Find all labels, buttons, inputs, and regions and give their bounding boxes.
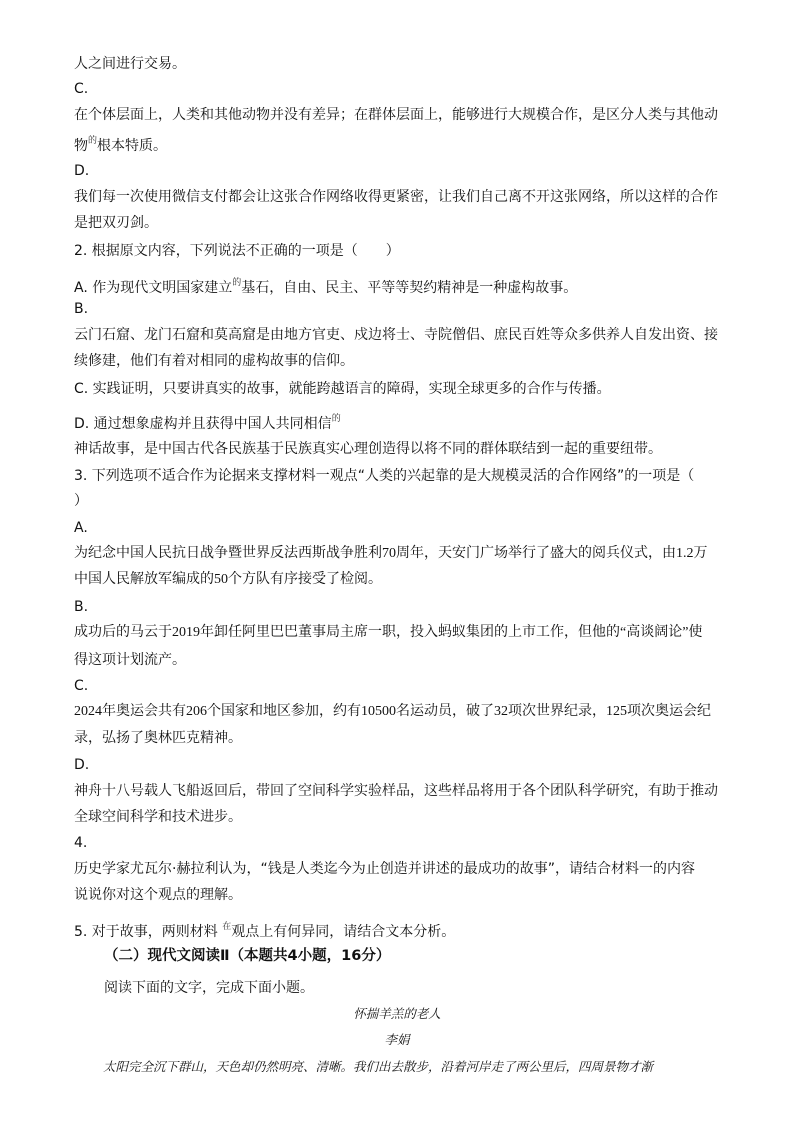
section-heading: （二）现代文阅读Ⅱ（本题共4小题，16分） — [104, 948, 391, 964]
text-line: 成功后的马云于2019年卸任阿里巴巴董事局主席一职，投入蚂蚁集团的上市工作，但他的“高谈阔论”使 — [74, 625, 703, 640]
small-glyph: 的 — [88, 136, 98, 146]
text-fragment: A. 作为现代文明国家建立 — [74, 280, 233, 296]
text-line: 是把双刃剑。 — [74, 215, 158, 231]
small-glyph: 的 — [232, 278, 242, 288]
option-c: C. 实践证明，只要讲真实的故事，就能跨越语言的障碍，实现全球更多的合作与传播。 — [74, 381, 611, 397]
question-2: 2. 根据原文内容，下列说法不正确的一项是（ ） — [74, 243, 400, 259]
text-line: 2024年奥运会共有206个国家和地区参加，约有10500名运动员，破了32项次世界纪录，125项次奥运会纪 — [74, 704, 711, 719]
text-line: 全球空间科学和技术进步。 — [74, 809, 242, 825]
text-line: 中国人民解放军编成的50个方队有序接受了检阅。 — [74, 572, 382, 587]
text-fragment: 基石，自由、民主、平等等契约精神是一种虚构故事。 — [241, 280, 578, 296]
option-label-d: D. — [74, 163, 90, 179]
text-line: 为纪念中国人民抗日战争暨世界反法西斯战争胜利70周年，天安门广场举行了盛大的阅兵仪式，由1.2万 — [74, 546, 708, 561]
text-line: 录，弘扬了奥林匹克精神。 — [74, 730, 242, 746]
question-3: 3. 下列选项不适合作为论据来支撑材料一观点“人类的兴起靠的是大规模灵活的合作网络”的一项是（ — [74, 468, 695, 484]
option-label-c: C. — [74, 678, 89, 694]
text-fragment: D. 通过想象虚构并且获得中国人共同相信 — [74, 416, 332, 432]
option-label-b: B. — [74, 301, 89, 317]
question-5 — [74, 918, 455, 941]
text-fragment: 观点上有何异同，请结合文本分析。 — [231, 924, 456, 940]
text-fragment: 根本特质。 — [97, 138, 168, 154]
section-instruction: 阅读下面的文字，完成下面小题。 — [104, 980, 314, 996]
text-fragment: 5. 对于故事，两则材料 — [74, 924, 223, 940]
text-line: 得这项计划流产。 — [74, 652, 186, 668]
text-line — [74, 132, 167, 155]
small-glyph: 在 — [222, 922, 232, 932]
option-a — [74, 274, 577, 297]
question-4-label: 4. — [74, 835, 88, 851]
article-title: 怀揣羊羔的老人 — [353, 1006, 441, 1021]
text-line: ） — [74, 493, 88, 509]
text-line: 在个体层面上，人类和其他动物并没有差异；在群体层面上，能够进行大规模合作，是区分人类与其他动 — [74, 107, 718, 123]
article-author: 李娟 — [384, 1032, 410, 1047]
option-label-d: D. — [74, 757, 90, 773]
text-fragment: 物 — [74, 138, 88, 154]
text-line: 说说你对这个观点的理解。 — [74, 887, 242, 903]
text-line: 神舟十八号载人飞船返回后，带回了空间科学实验样品，这些样品将用于各个团队科学研究，有助于推动 — [74, 783, 718, 799]
option-d — [74, 410, 341, 433]
text-line: 人之间进行交易。 — [74, 56, 186, 72]
article-first-line: 太阳完全沉下群山，天色却仍然明亮、清晰。我们出去散步，沿着河岸走了两公里后，四周景物才渐 — [103, 1059, 654, 1074]
option-label-c: C. — [74, 81, 89, 97]
option-label-a: A. — [74, 520, 88, 536]
text-line: 续修建，他们有着对相同的虚构故事的信仰。 — [74, 353, 354, 369]
text-line: 我们每一次使用微信支付都会让这张合作网络收得更紧密，让我们自己离不开这张网络，所以这样的合作 — [74, 189, 718, 205]
option-label-b: B. — [74, 599, 89, 615]
small-glyph: 的 — [331, 414, 341, 424]
text-line: 历史学家尤瓦尔·赫拉利认为，“钱是人类迄今为止创造并讲述的最成功的故事”，请结合材料一的内容 — [74, 861, 695, 877]
text-line: 神话故事，是中国古代各民族基于民族真实心理创造得以将不同的群体联结到一起的重要纽带。 — [74, 441, 662, 457]
text-line: 云门石窟、龙门石窟和莫高窟是由地方官吏、戍边将士、寺院僧侣、庶民百姓等众多供养人自发出资、接 — [74, 327, 718, 343]
